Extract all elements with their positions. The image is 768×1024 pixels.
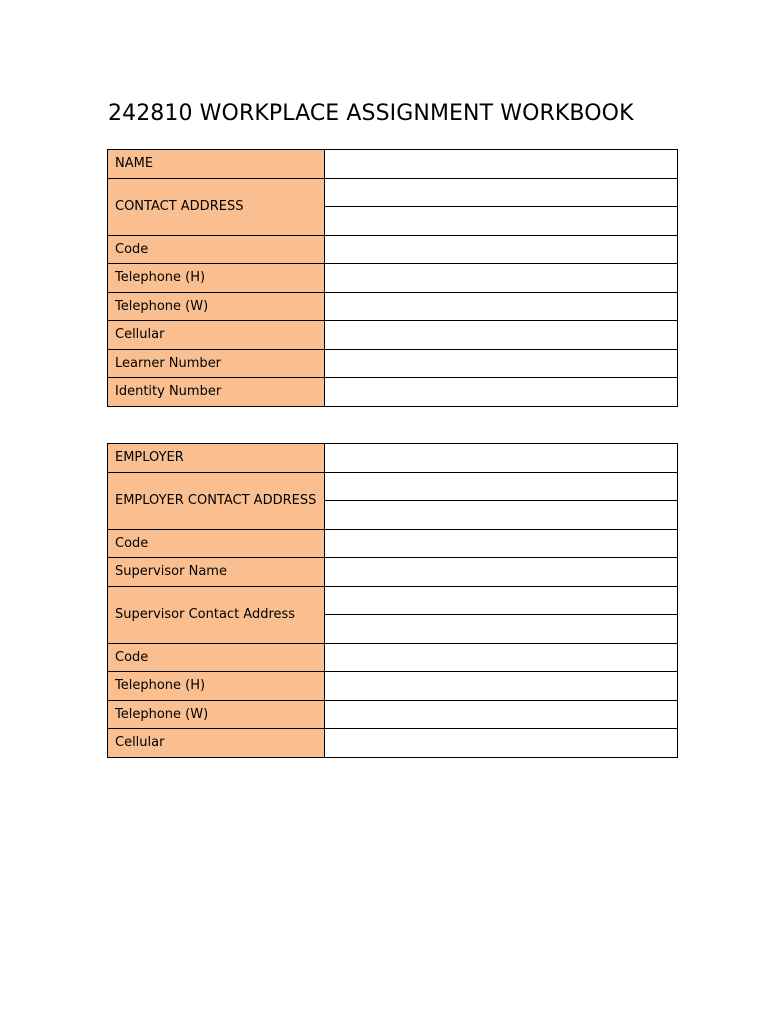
name-label: NAME bbox=[108, 150, 325, 179]
learner-number-label: Learner Number bbox=[108, 349, 325, 378]
supervisor-telephone-work-field[interactable] bbox=[325, 700, 678, 729]
employer-field[interactable] bbox=[325, 444, 678, 473]
supervisor-contact-address-field-line-2[interactable] bbox=[325, 615, 678, 644]
employer-contact-address-label: EMPLOYER CONTACT ADDRESS bbox=[108, 472, 325, 529]
contact-address-field-line-1[interactable] bbox=[325, 178, 678, 207]
contact-address-field-line-2[interactable] bbox=[325, 207, 678, 236]
supervisor-telephone-home-field[interactable] bbox=[325, 672, 678, 701]
page-title: 242810 WORKPLACE ASSIGNMENT WORKBOOK bbox=[108, 101, 634, 126]
code-label: Code bbox=[108, 235, 325, 264]
identity-number-field[interactable] bbox=[325, 378, 678, 407]
telephone-work-label: Telephone (W) bbox=[108, 292, 325, 321]
supervisor-name-label: Supervisor Name bbox=[108, 558, 325, 587]
table-row bbox=[108, 264, 678, 293]
employer-code-label: Code bbox=[108, 529, 325, 558]
table-row bbox=[108, 321, 678, 350]
table-row bbox=[108, 700, 678, 729]
supervisor-contact-address-field-line-1[interactable] bbox=[325, 586, 678, 615]
name-field[interactable] bbox=[325, 150, 678, 179]
employer-code-field[interactable] bbox=[325, 529, 678, 558]
supervisor-telephone-home-label: Telephone (H) bbox=[108, 672, 325, 701]
supervisor-cellular-label: Cellular bbox=[108, 729, 325, 758]
learner-number-field[interactable] bbox=[325, 349, 678, 378]
supervisor-cellular-field[interactable] bbox=[325, 729, 678, 758]
table-row bbox=[108, 349, 678, 378]
table-row bbox=[108, 558, 678, 587]
identity-number-label: Identity Number bbox=[108, 378, 325, 407]
employer-contact-address-field-line-1[interactable] bbox=[325, 472, 678, 501]
table-row bbox=[108, 150, 678, 179]
table-row bbox=[108, 444, 678, 473]
supervisor-telephone-work-label: Telephone (W) bbox=[108, 700, 325, 729]
telephone-home-label: Telephone (H) bbox=[108, 264, 325, 293]
telephone-work-field[interactable] bbox=[325, 292, 678, 321]
table-row bbox=[108, 472, 678, 501]
supervisor-code-label: Code bbox=[108, 643, 325, 672]
supervisor-code-field[interactable] bbox=[325, 643, 678, 672]
employer-label: EMPLOYER bbox=[108, 444, 325, 473]
table-row bbox=[108, 672, 678, 701]
table-row bbox=[108, 729, 678, 758]
table-row bbox=[108, 235, 678, 264]
table-row bbox=[108, 178, 678, 207]
contact-address-label: CONTACT ADDRESS bbox=[108, 178, 325, 235]
table-row bbox=[108, 643, 678, 672]
table-row bbox=[108, 378, 678, 407]
supervisor-contact-address-label: Supervisor Contact Address bbox=[108, 586, 325, 643]
employer-contact-address-field-line-2[interactable] bbox=[325, 501, 678, 530]
telephone-home-field[interactable] bbox=[325, 264, 678, 293]
cellular-label: Cellular bbox=[108, 321, 325, 350]
code-field[interactable] bbox=[325, 235, 678, 264]
employer-details-table bbox=[107, 443, 678, 758]
learner-details-table bbox=[107, 149, 678, 407]
table-row bbox=[108, 586, 678, 615]
table-row bbox=[108, 529, 678, 558]
supervisor-name-field[interactable] bbox=[325, 558, 678, 587]
cellular-field[interactable] bbox=[325, 321, 678, 350]
table-row bbox=[108, 292, 678, 321]
